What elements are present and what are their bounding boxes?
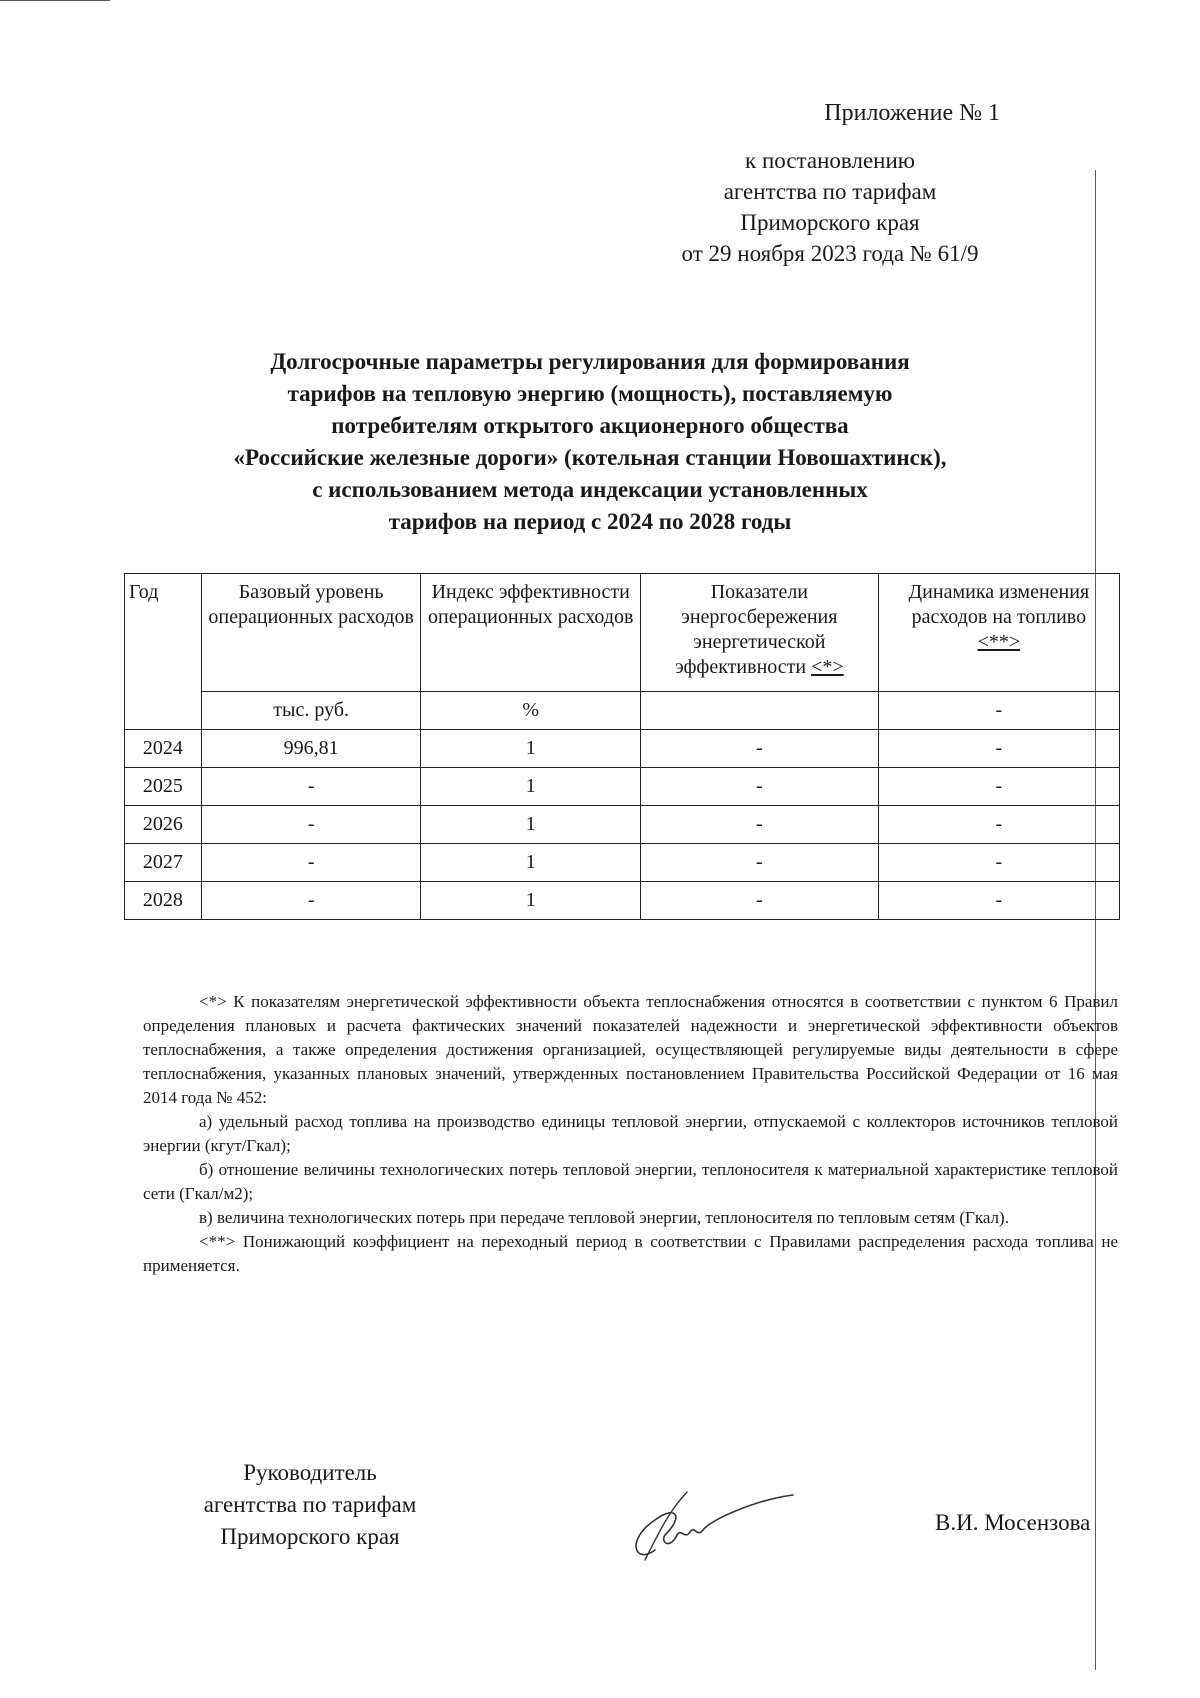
footnote-text: в) величина технологических потерь при передаче тепловой энергии, теплоносителя по тепловым сетям (Гкал).	[199, 1208, 1009, 1227]
cell-efficiency-index: 1	[421, 730, 641, 768]
cell-energy-saving: -	[641, 844, 879, 882]
cell-fuel-dynamics: -	[878, 730, 1119, 768]
cell-efficiency-index: 1	[421, 882, 641, 920]
cell-efficiency-index: 1	[421, 768, 641, 806]
unit-energy-saving	[641, 692, 879, 730]
title-line: потребителям открытого акционерного общества	[331, 413, 849, 438]
appendix-line: от 29 ноября 2023 года № 61/9	[681, 241, 979, 266]
unit-efficiency-index: %	[421, 692, 641, 730]
table-row	[125, 844, 1120, 882]
title-line: с использованием метода индексации установленных	[312, 477, 868, 502]
cell-energy-saving: -	[641, 768, 879, 806]
cell-year: 2026	[125, 806, 202, 844]
document-title	[160, 346, 1020, 538]
appendix-number: Приложение № 1	[824, 100, 1000, 126]
footnote-text: б) отношение величины технологических потерь тепловой энергии, теплоносителя к материальной характеристике тепловой сети (Гкал/м2);	[143, 1160, 1118, 1203]
footnote-ref-1: <*>	[811, 656, 844, 678]
header-fuel-dynamics	[878, 574, 1119, 692]
cell-efficiency-index: 1	[421, 806, 641, 844]
cell-base-level: -	[201, 882, 421, 920]
table-header-row	[125, 574, 1120, 692]
footnote-ref-2: <**>	[977, 631, 1021, 653]
table-row	[125, 806, 1120, 844]
appendix-block	[600, 100, 1000, 269]
footnote-text: <**> Понижающий коэффициент на переходный период в соответствии с Правилами распределения расхода топлива не применяется.	[143, 1232, 1118, 1275]
cell-year: 2025	[125, 768, 202, 806]
cell-energy-saving: -	[641, 806, 879, 844]
appendix-line: агентства по тарифам	[723, 179, 937, 204]
unit-base-level: тыс. руб.	[201, 692, 421, 730]
table-row	[125, 730, 1120, 768]
parameters-table	[124, 573, 1120, 920]
footnote-text: а) удельный расход топлива на производство единицы тепловой энергии, отпускаемой с коллекторов источников тепловой энергии (кгут/Гкал);	[143, 1112, 1118, 1155]
header-year: Год	[125, 574, 202, 730]
cell-base-level: -	[201, 806, 421, 844]
unit-fuel-dynamics: -	[878, 692, 1119, 730]
cell-energy-saving: -	[641, 882, 879, 920]
title-line: Долгосрочные параметры регулирования для формирования	[270, 349, 910, 374]
signer-position-line: Приморского края	[220, 1524, 400, 1549]
signer-position-line: Руководитель	[243, 1460, 377, 1485]
table-units-row	[125, 692, 1120, 730]
appendix-line: к постановлению	[745, 148, 915, 173]
signer-position-line: агентства по тарифам	[203, 1492, 417, 1517]
scan-edge-line-top	[0, 0, 110, 1]
cell-year: 2024	[125, 730, 202, 768]
title-line: тарифов на тепловую энергию (мощность), поставляемую	[287, 381, 893, 406]
cell-fuel-dynamics: -	[878, 768, 1119, 806]
table-row	[125, 882, 1120, 920]
cell-year: 2027	[125, 844, 202, 882]
appendix-reference	[650, 145, 1010, 269]
cell-base-level: -	[201, 844, 421, 882]
cell-fuel-dynamics: -	[878, 882, 1119, 920]
cell-base-level: -	[201, 768, 421, 806]
header-energy-saving-text: Показатели энергосбережения энергетической эффективности	[675, 581, 838, 678]
header-base-level: Базовый уровень операционных расходов	[201, 574, 421, 692]
signer-position	[160, 1457, 460, 1553]
cell-fuel-dynamics: -	[878, 844, 1119, 882]
cell-efficiency-index: 1	[421, 844, 641, 882]
footnote-text: <*> К показателям энергетической эффективности объекта теплоснабжения относятся в соответствии с пунктом 6 Правил определения плановых и расчета фактических значений показателей надежности и энергетической эффективности объектов теплоснабжения, а также определения достижения организацией, осуществляющей регулируемые виды деятельности в сфере теплоснабжения, указанных плановых значений, утвержденных постановлением Правительства Российской Федерации от 16 мая 2014 года № 452:	[143, 992, 1118, 1107]
handwritten-signature	[615, 1480, 795, 1570]
title-line: «Российские железные дороги» (котельная станции Новошахтинск),	[233, 445, 947, 470]
scan-edge-line-right	[1095, 170, 1096, 1670]
signer-name: В.И. Мосензова	[935, 1510, 1091, 1535]
header-energy-saving	[641, 574, 879, 692]
appendix-line: Приморского края	[740, 210, 920, 235]
header-fuel-dynamics-text: Динамика изменения расходов на топливо	[908, 581, 1090, 628]
cell-base-level: 996,81	[201, 730, 421, 768]
header-efficiency-index: Индекс эффективности операционных расходов	[421, 574, 641, 692]
cell-year: 2028	[125, 882, 202, 920]
footnotes	[143, 990, 1118, 1278]
cell-energy-saving: -	[641, 730, 879, 768]
table-row	[125, 768, 1120, 806]
title-line: тарифов на период с 2024 по 2028 годы	[388, 509, 792, 534]
cell-fuel-dynamics: -	[878, 806, 1119, 844]
